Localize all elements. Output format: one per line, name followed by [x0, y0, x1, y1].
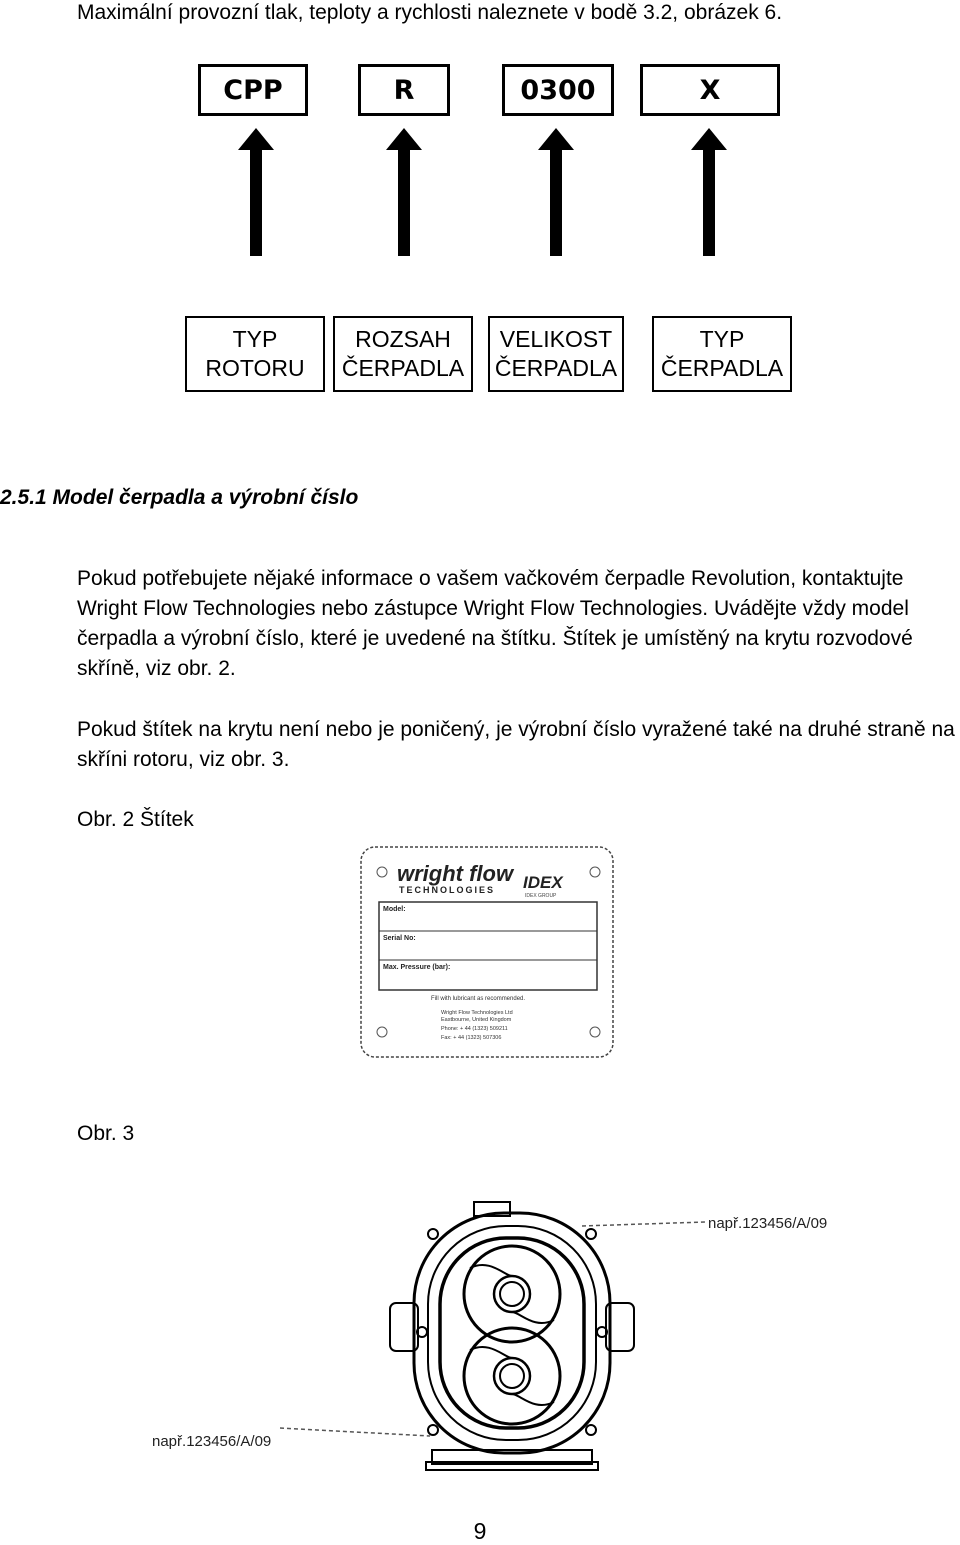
nameplate-note: Fill with lubricant as recommended. — [431, 996, 526, 1002]
label-box-pump-range — [333, 316, 473, 392]
label-line: ČERPADLA — [341, 355, 465, 381]
paragraph-contact: Pokud potřebujete nějaké informace o vašem vačkovém čerpadle Revolution, kontaktujte Wright Flow Technologies nebo zástupce Wright Flow Technologies. Uvádějte vždy model čerpadla a výrobní číslo, které je uvedené na štítku. Štítek je umístěný na krytu rozvodové skříně, viz obr. 2. — [77, 567, 913, 680]
field-serial-label: Serial No: — [383, 935, 416, 942]
partner-subtitle: IDEX GROUP — [525, 893, 557, 899]
label-line: ČERPADLA — [660, 355, 784, 381]
bolt-icon — [586, 1425, 596, 1435]
paragraph-serial: Pokud štítek na krytu není nebo je poničený, je výrobní číslo vyražené také na druhé straně na skříni rotoru, viz obr. 3. — [77, 718, 955, 771]
label-line: TYP — [232, 326, 278, 352]
rotor-lobe-line — [470, 1265, 554, 1323]
label-line: ČERPADLA — [494, 355, 618, 381]
company-phone: Phone: + 44 (1323) 509211 — [441, 1026, 508, 1032]
figure3-caption: Obr. 3 — [77, 1122, 135, 1145]
pump-housing — [414, 1213, 610, 1453]
label-line: ROZSAH — [355, 326, 451, 352]
pump-housing-inner — [428, 1226, 596, 1440]
code-box-pump-range: R — [358, 64, 450, 116]
brand-logo: wright flow — [397, 861, 514, 886]
code-box-pump-size: 0300 — [502, 64, 614, 116]
rotor-lobe-line — [470, 1347, 554, 1405]
callout-serial-top: např.123456/A/09 — [708, 1215, 828, 1232]
callout-line-top — [582, 1222, 705, 1226]
rotor-bore — [500, 1364, 524, 1388]
arrow-up-icon — [538, 128, 574, 256]
section-heading: 2.5.1 Model čerpadla a výrobní číslo — [0, 486, 359, 509]
rotor-bore — [500, 1282, 524, 1306]
arrow-up-icon — [238, 128, 274, 256]
figure2-caption: Obr. 2 Štítek — [77, 808, 194, 831]
callout-serial-bottom: např.123456/A/09 — [152, 1433, 272, 1450]
code-arrows — [0, 110, 960, 260]
label-box-pump-size — [488, 316, 624, 392]
arrow-up-icon — [691, 128, 727, 256]
bolt-icon — [428, 1425, 438, 1435]
label-box-pump-type — [652, 316, 792, 392]
pump-drawing — [140, 1198, 860, 1488]
label-line: VELIKOST — [499, 326, 613, 352]
brand-subtitle: TECHNOLOGIES — [399, 885, 496, 895]
partner-logo: IDEX — [523, 873, 563, 892]
label-line: ROTORU — [205, 355, 305, 381]
callout-line-bottom — [280, 1428, 430, 1436]
page-number: 9 — [473, 1518, 487, 1544]
arrow-up-icon — [386, 128, 422, 256]
field-pressure-label: Max. Pressure (bar): — [383, 964, 451, 971]
company-name: Wright Flow Technologies Ltd — [441, 1010, 513, 1016]
code-box-pump-type: X — [640, 64, 780, 116]
company-fax: Fax: + 44 (1323) 507306 — [441, 1035, 502, 1041]
intro-text: Maximální provozní tlak, teploty a rychlosti naleznete v bodě 3.2, obrázek 6. — [77, 1, 783, 24]
code-box-rotor-type: CPP — [198, 64, 308, 116]
company-address: Eastbourne, United Kingdom — [441, 1017, 512, 1023]
label-box-rotor-type — [185, 316, 325, 392]
field-model-label: Model: — [383, 906, 406, 913]
nameplate-figure — [355, 842, 620, 1062]
label-line: TYP — [699, 326, 745, 352]
rotor-chamber — [440, 1238, 584, 1428]
bolt-icon — [428, 1229, 438, 1239]
bolt-icon — [586, 1229, 596, 1239]
